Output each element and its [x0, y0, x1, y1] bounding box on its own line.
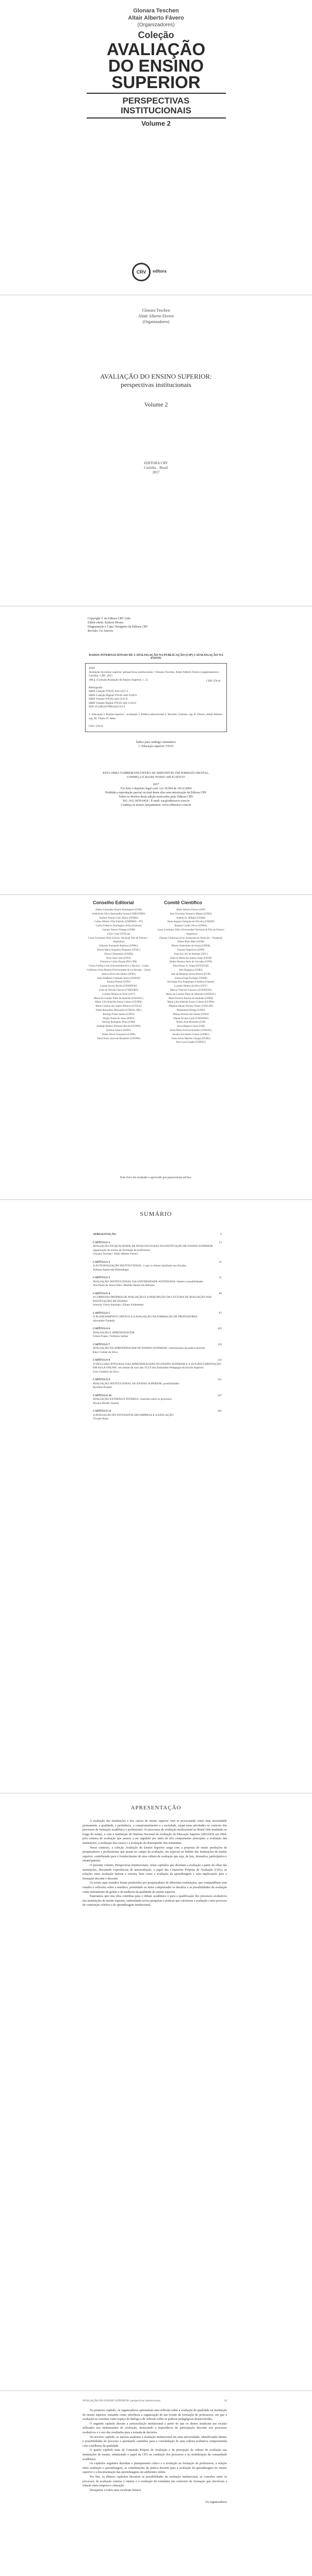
- cover-title-line-3: SUPERIOR: [111, 73, 201, 92]
- toc-chapter-author: Glonara Teschen | Altair Alberto Fávero: [93, 1252, 138, 1256]
- catalog-page: [0, 606, 312, 894]
- catalog-index: [85, 740, 227, 749]
- toc-chapter-author: Alexandre Tondelli: [93, 1319, 115, 1323]
- toc-page-number: 69: [219, 1292, 222, 1295]
- council-member: Anna Augusta Sampaio de Oliveira (UNESP): [167, 921, 215, 924]
- council-member: João Adalberto Campato Junior (UNESP): [97, 977, 140, 980]
- toc-chapter-label: CAPÍTULO 9: [93, 1378, 110, 1381]
- council-member: Altair Alberto Fávero (UPF): [176, 909, 206, 911]
- toc-chapter-label: CAPÍTULO 1: [93, 1241, 110, 1244]
- catalog-record-line: [89, 709, 223, 714]
- toc-chapter-title: AVALIAÇÃO INSTITUCIONAL NA UNIVERSIDADE ANTONIANA: limites e possibilidades: [93, 1280, 204, 1283]
- catalog-index-line: Índice para catálogo sistemático: [136, 741, 176, 744]
- councils-footer: Este livro foi avaliado e aprovado por pareceristas ad hoc.: [120, 1176, 192, 1179]
- toc-chapter-label: CAPÍTULO 3: [93, 1276, 110, 1279]
- council-member: Maria de Lourdes Pinto de Almeida (UNOESC): [93, 997, 144, 1000]
- catalog-index-line: 1. Educação superior 378.01: [138, 745, 174, 748]
- presentation-paragraph: Os capítulos seguintes abordam o planejamento crítico e a avaliação na formação de professores, a relação entre avaliação e aprendizagem, as contribuições da prática docente para a avaliação da aprendizagem no ensino superior e a documentação das aprendizagens em ambientes online.: [83, 2462, 227, 2475]
- title-page-title: [0, 372, 312, 389]
- toc-page-number: 135: [217, 1359, 222, 1362]
- toc-chapter-author: Ana Paula de Souza Dias | Marilda Aparecida Behrens: [93, 1284, 155, 1287]
- council-member: Diosnel Centurion (Univ Autónoma de Asunción – Paraguai): [159, 937, 223, 940]
- toc-title: SUMÁRIO: [140, 1210, 172, 1217]
- catalog-record-line: 188 p. (Coleção Avaliação do Ensino Superior, v. 2): [89, 678, 148, 682]
- title-page-title-line-2: perspectivas institucionais: [121, 381, 191, 388]
- toc-page-number: 9: [220, 1233, 222, 1236]
- council-member: Jussara Fraga Portugal (UNEB): [174, 977, 207, 980]
- toc-page-number: 87: [219, 1311, 222, 1315]
- council-member: Maria Eurácia Barreto de Andrade (UFRB): [168, 997, 214, 1000]
- presentation-paragraph: A avaliação das instituições e dos cursos de ensino superior vem se processando como uma necessidade permanente, a qualidade, a pertinência, a comprometimento e a sociedade, sejam estas atividades no contexto dos processos de formação acadêmica e profissional. Os processos de avaliação institucional no Brasil vêm mudando ao longo do tempo, e com a instituição do Sistema Nacional de Avaliação da Educação Superior (SINAES) em 2004, pelo sistema de avaliação que passou a ser regulado por meio de três componentes principais: a avaliação das instituições, a avaliação dos cursos e a avaliação do desempenho dos estudantes.: [83, 1820, 227, 1845]
- catalog-legal-line: Tel.: (41) 3039-6418 - E-mail: sac@editoracrv.com.br: [122, 800, 190, 803]
- toc-entry[interactable]: [93, 1241, 222, 1257]
- catalog-record-line: DOI 10.24824/978854441531.9: [89, 705, 125, 708]
- catalog-record-line: Avaliação do ensino superior: perspectivas institucionais / Glonara Teschen, Altair Alberto Fávero (organizadores) – Curitiba : CRV, 2017.: [89, 670, 221, 677]
- catalog-credit-line: Diagramação e Capa: Designers da Editora CRV: [88, 625, 148, 629]
- council-member: Ilma Passos A. Veiga (UNICEUB): [173, 965, 209, 968]
- council-member: Tadeu Oliver Gonçalves (UFPA): [102, 1033, 136, 1036]
- council-member: Lídia de Oliveira Xavier (UNIEURO): [98, 989, 139, 992]
- presentation-paragraph: O segundo capítulo discute a autoavaliação institucional a partir do que os alunos sinalizam nas escalas utilizadas nos instrumentos de avaliação, destacando a importância da participação discente nos processos avaliativos e o uso dos resultados para a tomada de decisões.: [83, 2422, 227, 2434]
- toc-chapter-author: Antonio Vieira Sobrinho | Eliane Schlemmer: [93, 1303, 144, 1307]
- catalog-legal-line: 2017: [153, 783, 159, 786]
- toc-list: [93, 1233, 222, 1426]
- cover-title-line-2: DO ENSINO: [108, 56, 204, 75]
- publisher-logo-icon: CRV: [132, 263, 151, 281]
- toc-entry[interactable]: [93, 1233, 222, 1237]
- council-member: Guillermo Arias Beatón (Universidade de La Havana – Cuba): [87, 969, 151, 972]
- presentation-paragraph: No terceiro capítulo, as autoras analisam a avaliação institucional em uma universidade, identificando limites e possibilidades do processo e apontando caminhos para a consolidação de uma cultura avaliativa comprometida com a melhoria da qualidade.: [83, 2435, 227, 2448]
- council-member: Andréia da Silva Quintanilha Sousa (UNIR/UFRN): [92, 912, 145, 916]
- council-member: Celso Conti (UFSCar): [107, 933, 130, 936]
- catalog-record-line: ISBN Volume Digital 978-85-444-1532-6: [89, 701, 136, 705]
- council-member: Maria de Lourdes Pinto de Almeida (UNOESC): [166, 993, 216, 996]
- council-member: Paulo Romualdo Hernandes (UNIFAL-MG): [95, 1009, 142, 1012]
- council-member: Rodrigo Pratte-Santos (UFES): [103, 1013, 135, 1016]
- table-of-contents-page: [0, 1199, 312, 1793]
- catalog-legal-line: Foi feito o depósito legal conf. Lei 10.994 de 14/12/2004: [120, 787, 192, 790]
- council-member: Mohammed Elhajji (UFRJ): [176, 1009, 205, 1012]
- toc-chapter-label: CAPÍTULO 6: [93, 1327, 110, 1330]
- council-member: Carlos Federico Dominguez Avila (Unieuro): [95, 925, 142, 928]
- cover-editor-1: Glonara Teschen: [133, 8, 179, 14]
- council-member: Élsio José Corá (UFFS): [106, 957, 131, 960]
- council-member: Simone Rodrigues Pinto (UNB): [102, 1021, 136, 1024]
- council-member: Solange Helena Ximenes-Rocha (UFOPA): [96, 1025, 141, 1028]
- cover-title-line-1: AVALIAÇÃO: [106, 40, 206, 59]
- catalog-record-line: [89, 721, 223, 725]
- council-member: Maria Cristina dos Santos Bezerra (UFSCar): [95, 1005, 142, 1008]
- council-member: Kilwangy Kya Kapitango-a-Samba (Unemat): [167, 981, 215, 984]
- council-member: Carmen Tereza Velanga (UNIR): [102, 928, 136, 931]
- catalog-credits: [88, 617, 222, 633]
- catalog-record-line: CDU 378.01: [89, 724, 104, 728]
- council-member: Helder Buenos Aires de Carvalho (UFPI): [169, 961, 212, 964]
- council-member: Gloria Fariñas León (Universidade de La Havana – Cuba): [88, 965, 149, 968]
- toc-chapter-author: Leni Cordeiro da Silva: [93, 1370, 119, 1374]
- council-member: Lourdes Helena da Silva (UFV): [102, 993, 135, 996]
- council-member: Aldira Guimarães Duarte Domínguez (UNB): [95, 909, 142, 911]
- toc-page-number: 51: [219, 1276, 222, 1279]
- toc-entry[interactable]: [93, 1359, 222, 1374]
- council-member: Vera Lucia Gaspar (UDESC): [175, 1041, 206, 1044]
- toc-chapter-author: Rozilene Bonetti: [93, 1386, 112, 1389]
- council-member: Francisco Carlos Duarte (PUC-PR): [100, 961, 137, 964]
- cover-editors: [0, 7, 312, 29]
- title-page-publisher-year: 2017: [152, 470, 160, 474]
- cover-subtitle-line-1: PERSPECTIVAS: [122, 96, 190, 106]
- scientific-committee-heading: Comitê Científico: [164, 900, 203, 905]
- publisher-logo-text: editora: [153, 269, 167, 274]
- catalog-legal-line: Todos os direitos desta edição reservados pela: Editora CRV: [119, 795, 193, 799]
- presentation-paragraph: O quarto capítulo trata da Comissão Própria de Avaliação e da percepção da cultura de avaliação nas instituições de ensino, enfatizando o papel da CPA na condução dos processos e na mobilização da comunidade acadêmica.: [83, 2449, 227, 2461]
- council-member: Nilson José Machado (USP): [176, 1021, 206, 1024]
- toc-chapter-author: Viviane Bona: [93, 1417, 109, 1420]
- toc-entry[interactable]: [93, 1261, 222, 1273]
- catalog-legal-line: Proibida a reprodução parcial ou total desta obra sem autorização da Editora CRV: [105, 791, 207, 794]
- council-member: Francisco Ari de Andrade (UFC): [174, 953, 208, 956]
- title-page-editor-2: Altair Alberto Fávero: [138, 314, 174, 318]
- toc-entry[interactable]: [93, 1327, 222, 1339]
- toc-page-number: 167: [217, 1394, 222, 1397]
- presentation-paragraph: Os textos aqui reunidos foram produzidos por pesquisadores de diferentes instituições, que compartilham seus estudos e reflexões sobre a temática, permitindo ao leitor compreender os desafios e as possibilidades da avaliação como instrumento de gestão e de melhoria da qualidade do ensino superior.: [83, 1882, 227, 1894]
- catalog-record-line: ISBN Coleção Digital 978-85-444-1528-9: [89, 693, 137, 697]
- council-member: Marcos Vinicius Francisco (UNOESTE): [170, 989, 212, 992]
- toc-chapter-title: AVALIAÇÃO DA QUALIDADE DE BOAS ESCOLHAS NA INSTITUIÇÃO DE ENSINO SUPERIOR: organização do evento de formação de professores: [93, 1245, 214, 1252]
- council-member: Elizeu Clementino de Souza (UNEB): [171, 945, 210, 948]
- toc-entry[interactable]: [93, 1312, 222, 1324]
- toc-entry[interactable]: [93, 1410, 222, 1421]
- title-page-volume: Volume 2: [144, 401, 168, 408]
- council-member: Eduardo Fernandes Barbosa (UFMG): [99, 945, 138, 948]
- presentation-paragraph: Desejamos a todos uma excelente leitura!: [90, 2488, 141, 2492]
- toc-chapter-author: Adriana Aparecida Hilzendeger: [93, 1268, 129, 1272]
- toc-entry[interactable]: [93, 1378, 222, 1390]
- catalog-credit-line: Copyright © da Editora CRV Ltda.: [88, 617, 131, 620]
- running-head-title: AVALIAÇÃO DO ENSINO SUPERIOR: perspectivas institucionais: [83, 2399, 160, 2402]
- council-member: Antônio Pereira Gaio Júnior (UFRRJ): [98, 917, 139, 920]
- presentation-signature: Os organizadores: [205, 2501, 227, 2504]
- presentation-page-1: [0, 1793, 312, 2391]
- title-page-publisher-name: EDITORA CRV: [144, 461, 168, 465]
- toc-chapter-label: CAPÍTULO 11: [93, 1410, 111, 1413]
- presentation-paragraph: O presente volume, Perspectivas Institucionais, reúne capítulos que abordam a avaliação a partir do olhar das instituições, discutindo experiências de autoavaliação, o papel das Comissões Próprias de Avaliação (CPA), as relações entre avaliação interna e externa, bem como a avaliação da aprendizagem e suas implicações para a formação docente e discente.: [83, 1863, 227, 1880]
- council-member: Elione Maria Nogueira Diogenes (UFAL): [97, 948, 140, 952]
- toc-chapter-label: CAPÍTULO 5: [93, 1311, 110, 1315]
- presentation-page-2: [0, 2391, 312, 2576]
- presentation-paragraph: Nesse contexto, a coleção Avaliação do Ensino Superior surge com a proposta de reunir produções de pesquisadores e profissionais que atuam no campo da avaliação, em especial no âmbito das instituições de ensino superior, contribuindo para o fortalecimento de uma cultura de avaliação que seja, de fato, formativa, participativa e emancipatória.: [83, 1846, 227, 1863]
- council-member: Mônica Pereira dos Santos (UFRJ): [173, 1013, 209, 1016]
- cover-collection-label: Coleção: [138, 30, 174, 40]
- presentation-body-continued: [83, 2409, 227, 2493]
- toc-chapter-title: AVALIAÇÃO INSTITUCIONAL NO ENSINO SUPERIOR: possibilidades: [93, 1382, 179, 1385]
- catalog-record-line: ISBN Volume 978-85-444-1531-9: [89, 698, 128, 701]
- council-member: Najela Tavares Ujiie (UNESPAR): [173, 1017, 208, 1020]
- catalog-legal-line: ESTA OBRA TAMBÉM ENCONTRA-SE DISPONÍVEL EM FORMATO DIGITAL.: [103, 772, 209, 775]
- title-page-title-line-1: AVALIAÇÃO DO ENSINO SUPERIOR:: [100, 372, 212, 380]
- council-member: Andréia N. Militão (UEMS): [176, 917, 206, 920]
- catalog-credit-line: Revisão: Os Autores: [88, 630, 113, 633]
- presentation-body: [83, 1819, 227, 1908]
- council-member: Gláucia Maria dos Santos Jorge (UFOP): [170, 957, 212, 960]
- running-head: [83, 2391, 227, 2409]
- council-member: Maria Lília Imbiriba Sousa Colares (UFOPA): [95, 1001, 142, 1004]
- toc-chapter-label: APRESENTAÇÃO: [93, 1233, 117, 1236]
- council-member: Sérgio Nunes de Jesus (IFRO): [103, 1017, 135, 1020]
- catalog-record-line: 1. Educação 2. Ensino superior – avaliação 3. Política educacional 4. Teschen, Glonara. org. II. Fávero, Altair Alberto. org. III. Título IV. Série: [89, 713, 223, 720]
- toc-page-number: 151: [217, 1378, 222, 1381]
- catalog-cdd: CDD 378.01: [206, 680, 221, 683]
- toc-chapter-label: CAPÍTULO 10: [93, 1394, 111, 1397]
- title-page-publisher: [0, 461, 312, 475]
- catalog-record-line: ISBN Coleção 978-85-444-1527-2: [89, 690, 128, 693]
- cover-rule-bottom: [87, 117, 226, 118]
- catalog-record-line: Bibliografia: [89, 686, 103, 689]
- title-page: [0, 295, 312, 606]
- catalog-legal: [85, 771, 227, 807]
- council-member: Jailson Alves dos Santos (UFRJ): [102, 973, 136, 976]
- council-member: Sydione Santos (UEPG): [106, 1029, 132, 1032]
- council-member: Fauston Negreiros (UFPI): [177, 948, 205, 952]
- toc-chapter-title: A AVALIAÇÃO DO ESTUDANTE EM EMPRESA E A EDUCAÇÃO: [93, 1413, 174, 1417]
- council-member: Silvia Regina Canan (URI): [176, 1025, 205, 1028]
- council-member: Ana Chrystina Venancio Mignot (UERJ): [170, 912, 212, 916]
- toc-entry[interactable]: [93, 1276, 222, 1288]
- cover-editor-2: Altair Alberto Fávero: [128, 15, 184, 21]
- catalog-record-box: [85, 663, 227, 732]
- council-member: Leonel Severo Rocha (UNISINOS): [100, 985, 137, 988]
- catalog-legal-line: CONHEÇA E BAIXE NOSSO APLICATIVO!: [126, 776, 186, 779]
- presentation-paragraph: No primeiro capítulo, os organizadores apresentam uma reflexão sobre a avaliação da qualidade na instituição de ensino superior, tomando como referência a organização de um evento de formação de professores, em que a avaliação se constitui como espaço de diálogo e de reflexão sobre as práticas pedagógicas desenvolvidas.: [83, 2409, 227, 2421]
- cover-role: (Organizadores): [137, 22, 175, 28]
- presentation-paragraph: Por fim, os últimos capítulos discutem as possibilidades da avaliação institucional, as conexões entre os processos de avaliação externa e interna e a avaliação do estudante em contextos de formação que envolvem a relação entre empresa e educação.: [83, 2475, 227, 2488]
- editorial-council-list: [85, 908, 152, 1041]
- cover-subtitle: [0, 96, 312, 115]
- toc-entry[interactable]: [93, 1394, 222, 1406]
- council-member: Cesar Gerónimo Tello (Univer. Nacional Três de Febrero – Argentina): [88, 937, 149, 944]
- council-member: Carlos Alberto Vilar Estêvão (UMINHO – PT): [94, 921, 143, 924]
- toc-chapter-title: A COMISSÃO PRÓPRIA DE AVALIAÇÃO E A PERCEPÇÃO DA CULTURA DE AVALIAÇÃO NAS INSTITUIÇÕES DE ENSINO: [93, 1296, 212, 1303]
- catalog-heading: DADOS INTERNACIONAIS DE CATALOGAÇÃO NA PUBLICAÇÃO (CIP) CATALOGAÇÃO NA FONTE: [89, 654, 223, 660]
- council-member: Tania Suely Azevedo Brasileiro (UFOPA): [97, 1037, 140, 1040]
- cover-title: [0, 41, 312, 91]
- toc-chapter-author: Eluci Gomes da Silva: [93, 1350, 118, 1354]
- scientific-committee-list: [157, 908, 224, 1045]
- toc-entry[interactable]: [93, 1292, 222, 1308]
- title-page-editors: [0, 308, 312, 325]
- toc-chapter-label: CAPÍTULO 7: [93, 1343, 110, 1346]
- cover-rule-top: [87, 93, 226, 94]
- presentation-paragraph: Esperamos que esta obra contribua para o debate acadêmico e para a qualificação dos processos avaliativos nas instituições de ensino superior, estimulando novas pesquisas e práticas que valorizem a avaliação como processo de construção coletiva e de aprendizagem institucional.: [83, 1895, 227, 1907]
- running-head-page: 10: [224, 2399, 227, 2402]
- toc-chapter-author: Gilson Fiates | Verônica Saltzer: [93, 1335, 129, 1338]
- toc-chapter-title: AVALIAÇÃO EXTERNA E INTERNA: conexões entre os processos: [93, 1398, 172, 1401]
- catalog-record-line: A945: [89, 667, 95, 670]
- council-member: José de Ribamar Sousa Pereira (UCB): [171, 973, 211, 976]
- toc-chapter-label: CAPÍTULO 4: [93, 1292, 110, 1295]
- catalog-record-line: [89, 682, 223, 686]
- toc-chapter-title: AVALIAÇÃO E APRENDIZAGEM: [93, 1331, 135, 1334]
- toc-chapter-label: CAPÍTULO 2: [93, 1260, 110, 1264]
- editorial-council-heading: Conselho Editorial: [93, 900, 134, 905]
- council-member: Sonia Maria Ferreira Koehler (UNISAL): [170, 1029, 212, 1032]
- title-page-editor-role: (Organizadores): [142, 319, 170, 324]
- council-member: Elizeu Clementino (UNEB): [104, 953, 133, 956]
- title-page-publisher-city: Curitiba – Brasil: [144, 466, 168, 470]
- cover-subtitle-line-2: INSTITUCIONAIS: [121, 106, 191, 115]
- council-member: Vânia Alves Martins Chaigar (FURG): [171, 1037, 211, 1040]
- council-member: Inês Bragança (UERJ): [179, 969, 203, 972]
- councils-page: [0, 894, 312, 1199]
- toc-chapter-title: AVALIAÇÃO DA APRENDIZAGEM NO ENSINO SUPERIOR: contribuições da prática docente: [93, 1347, 205, 1350]
- toc-page-number: 103: [217, 1327, 222, 1330]
- toc-page-number: 185: [217, 1410, 222, 1413]
- toc-page-number: 31: [219, 1260, 222, 1264]
- toc-page-number: 119: [217, 1343, 222, 1346]
- council-member: Maria Lília Imbiriba Sousa Colares (UFOPA): [167, 1001, 215, 1004]
- council-member: Josania Portela (UFPI): [107, 981, 130, 984]
- catalog-legal-line: Conheça os nossos lançamentos: www.editoracrv.com.br: [121, 804, 191, 807]
- toc-chapter-author: Silvana Becker Sausen: [93, 1401, 119, 1405]
- toc-entry[interactable]: [93, 1343, 222, 1355]
- council-member: Míghian Danae Ferreira Nunes (UNILAB): [169, 1005, 213, 1008]
- toc-chapter-label: CAPÍTULO 8: [93, 1359, 110, 1362]
- cover-volume: Volume 2: [141, 120, 171, 127]
- title-page-editor-1: Glonara Teschen: [142, 308, 170, 313]
- council-member: Lourdes Helena da Silva (UFV): [174, 985, 207, 988]
- toc-chapter-title: O PLANEJAMENTO CRÍTICO E A AVALIAÇÃO NA FORMAÇÃO DE PROFESSORES: [93, 1315, 198, 1318]
- toc-page-number: 13: [219, 1241, 222, 1244]
- council-member: Suzana dos Santos Gomes (UFMG): [172, 1033, 209, 1036]
- toc-chapter-title: A AUTOAVALIAÇÃO INSTITUCIONAL: o que os alunos sinalizam nas Escalas: [93, 1264, 186, 1267]
- council-member: Cesar Gerónimo Tello (Universidad Nacional de Três de Febrero – Argentina): [157, 928, 224, 936]
- presentation-title: APRESENTAÇÃO: [130, 1805, 182, 1811]
- council-member: Eliane Rose Maio (UEM): [177, 941, 204, 944]
- book-cover: [0, 0, 312, 295]
- council-member: Barbara Coelho Neves (UFBA): [174, 925, 207, 928]
- toc-chapter-title: A INCLUSÃO INTEGRAL DAS APRENDIZAGENS NO ENSINO SUPERIOR E A SUA DOCUMENTAÇÃO EM AULA ONLINE: um estudo de caso dos TCCS dos formandos Pedagogia da Escola Superior: [93, 1362, 221, 1369]
- catalog-credit-line: Editor-chefe: Railson Moura: [88, 621, 123, 624]
